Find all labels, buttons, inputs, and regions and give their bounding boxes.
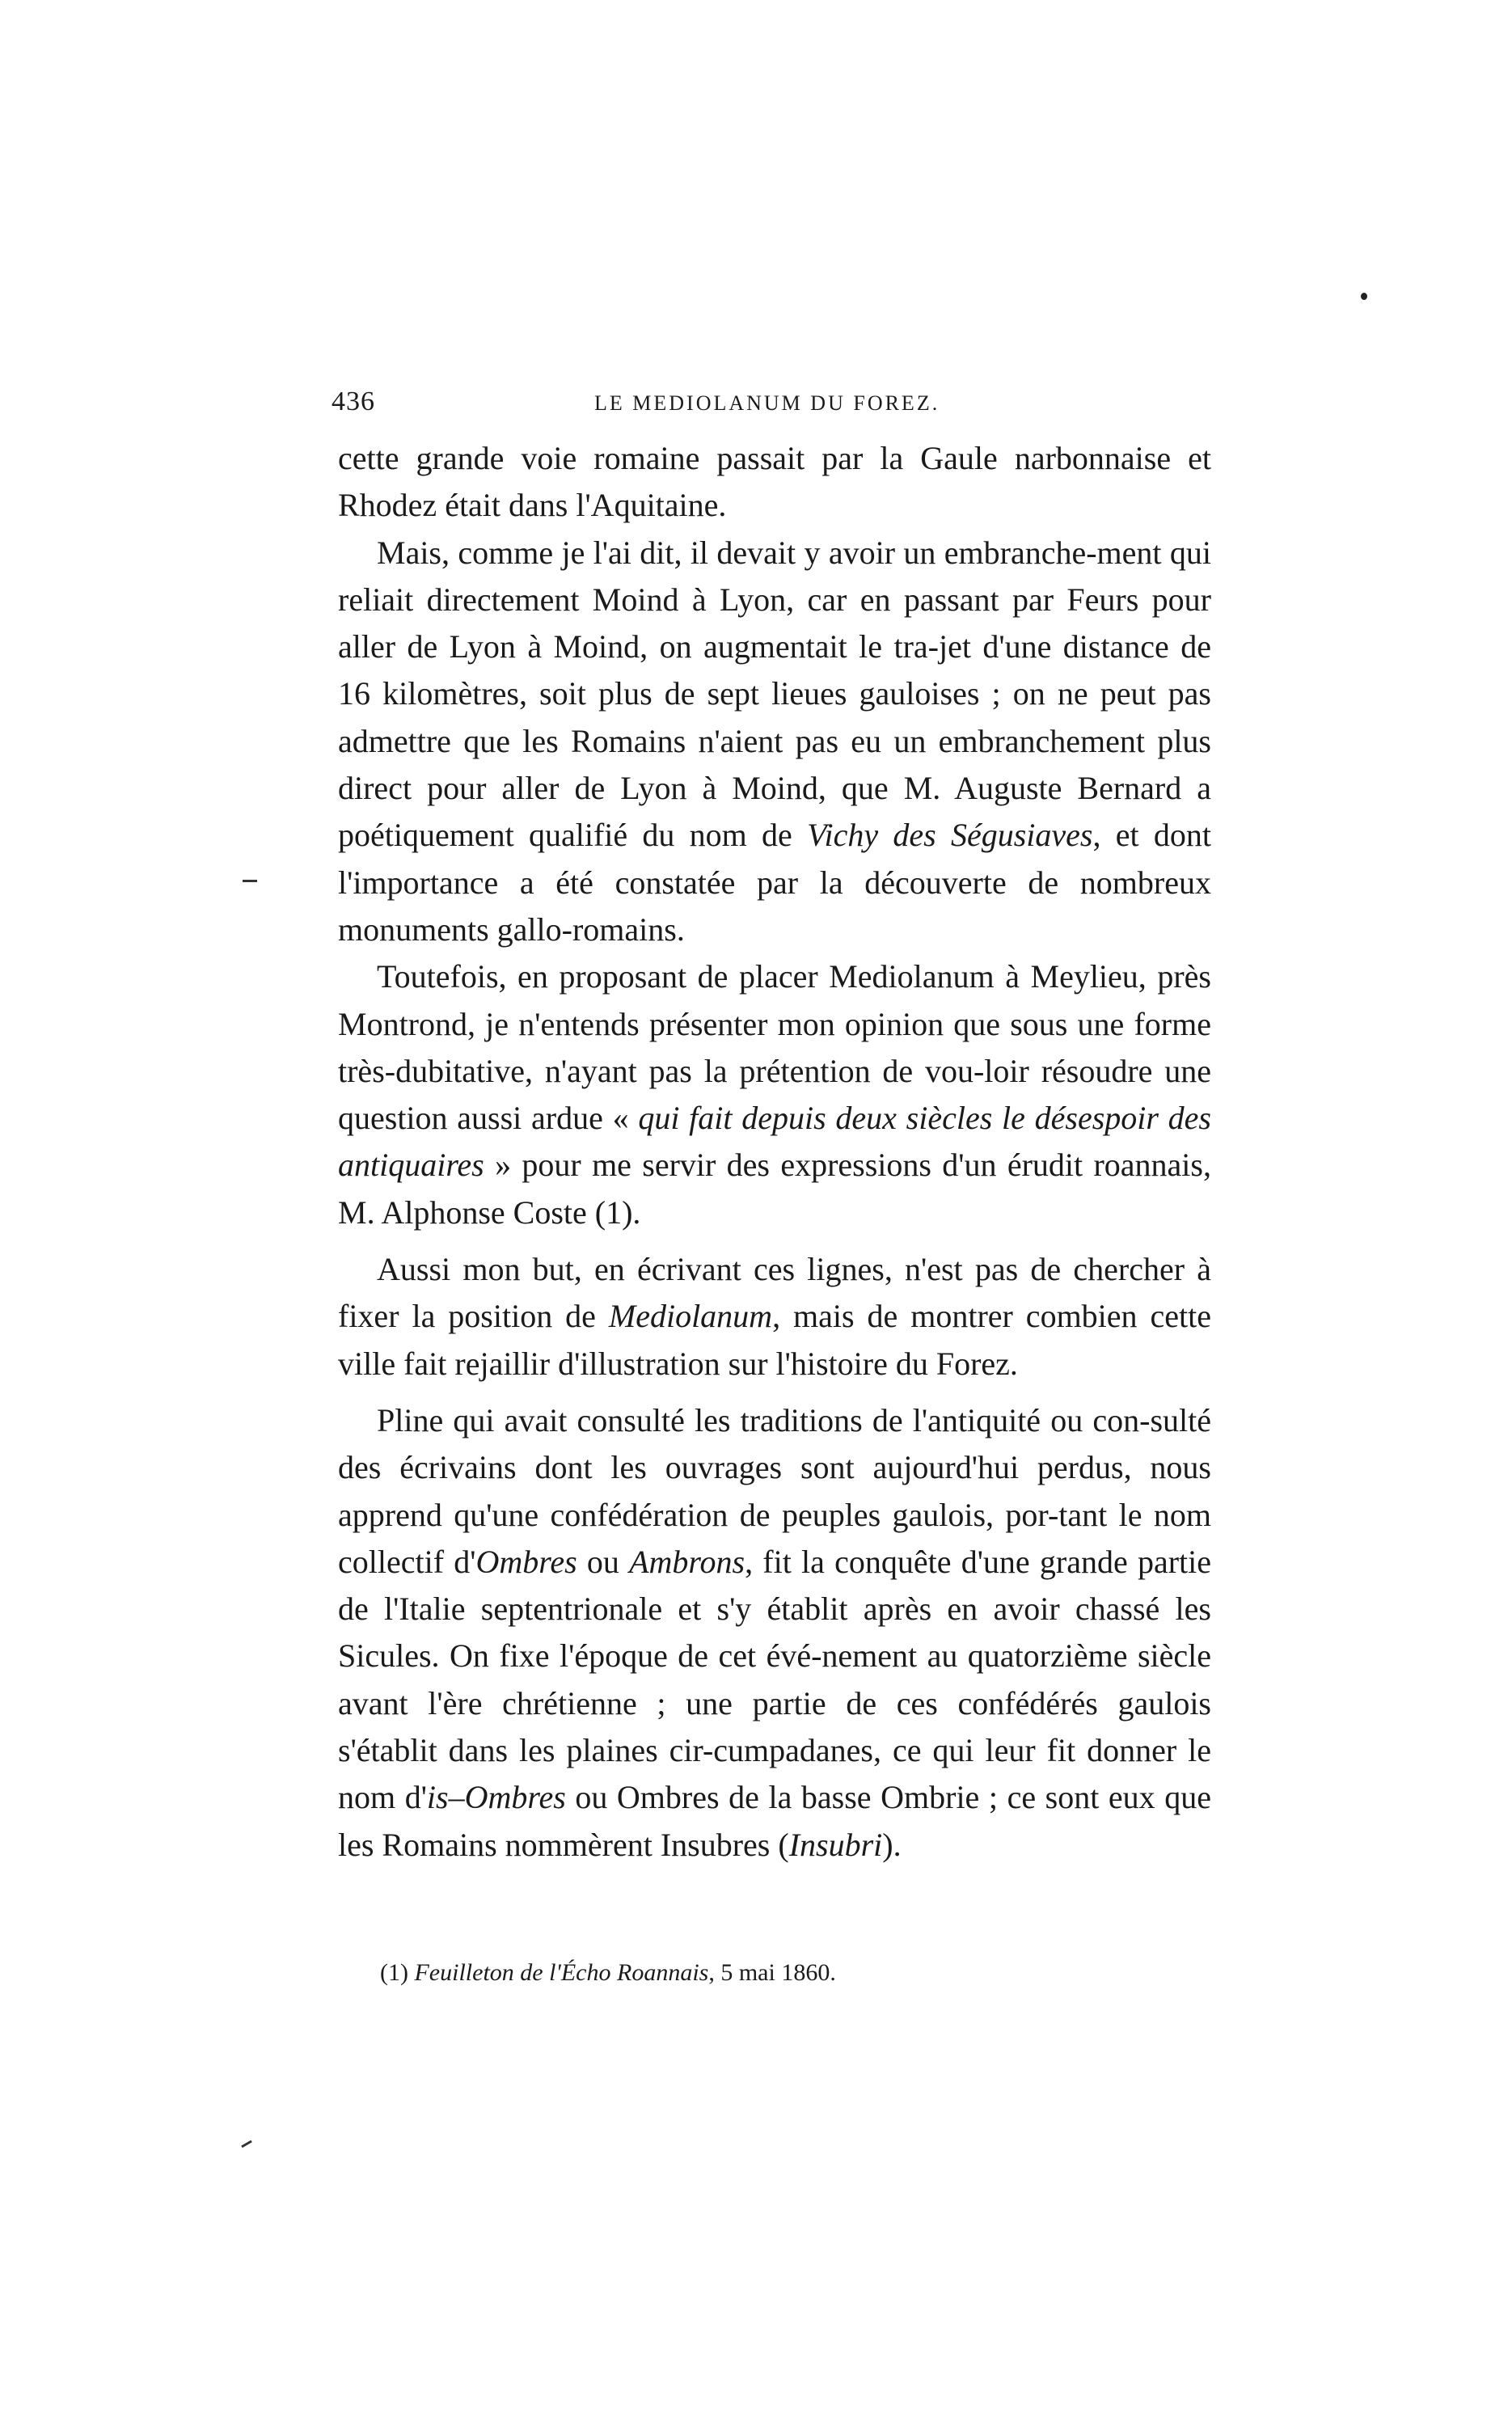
scan-speck — [1361, 293, 1367, 300]
page-header — [332, 387, 1221, 427]
italic-insubri: Insubri — [788, 1826, 883, 1863]
footnote-date: , 5 mai 1860. — [708, 1959, 836, 1986]
paragraph-2: Mais, comme je l'ai dit, il devait y avoir un embranche-ment qui reliait directement Moind à Lyon, car en passant par Feurs pour aller de Lyon à Moind, on augmentait le tra-jet d'une distance de 16 kilomètres, soit plus de sept lieues gauloises ; on ne peut pas admettre que les Romains n'aient pas eu un embranchement plus direct pour aller de Lyon à Moind, que M. Auguste Bernard a poétiquement qualifié du nom de Vichy des Ségusiaves, et dont l'importance a été constatée par la découverte de nombreux monuments gallo-romains. — [338, 534, 1212, 948]
paragraph-4: Aussi mon but, en écrivant ces lignes, n'est pas de chercher à fixer la position de Mediolanum, mais de montrer combien cette ville fait rejaillir d'illustration sur l'histoire du Forez. — [338, 1251, 1211, 1382]
paragraph-1: cette grande voie romaine passait par la Gaule narbonnaise et Rhodez était dans l'Aquitaine. — [338, 440, 1211, 524]
italic-ambrons: Ambrons — [629, 1543, 745, 1580]
footnote-source: Feuilleton de l'Écho Roannais — [414, 1959, 709, 1986]
paragraph-5: Pline qui avait consulté les traditions de l'antiquité ou con-sulté des écrivains dont les ouvrages sont aujourd'hui perdus, nous apprend qu'une confédération de peuples gaulois, por-tant le nom collectif d'Ombres ou Ambrons, fit la conquête d'une grande partie de l'Italie septentrionale et s'y établit après en avoir chassé les Sicules. On fixe l'époque de cet évé-nement au quatorzième siècle avant l'ère chrétienne ; une partie de ces confédérés gaulois s'établit dans les plaines cir-cumpadanes, ce qui leur fit donner le nom d'is–Ombres ou Ombres de la basse Ombrie ; ce sont eux que les Romains nommèrent Insubres (Insubri). — [338, 1401, 1211, 1863]
italic-ombres: Ombres — [475, 1543, 577, 1580]
paragraph-3: Toutefois, en proposant de placer Mediolanum à Meylieu, près Montrond, je n'entends présenter mon opinion que sous une forme très-dubitative, n'ayant pas la prétention de vou-loir résoudre une question aussi ardue « qui fait depuis deux siècles le désespoir des antiquaires » pour me servir des expressions d'un érudit roannais, M. Alphonse Coste (1). — [338, 958, 1212, 1231]
page-number: 436 — [332, 387, 375, 416]
italic-mediolanum: Mediolanum — [608, 1298, 773, 1335]
italic-vichy: Vichy des Ségusiaves — [807, 817, 1093, 854]
footnote — [380, 1957, 1213, 1989]
scan-stroke — [241, 2140, 252, 2148]
italic-is-ombres: is–Ombres — [426, 1779, 566, 1816]
footnote-marker: (1) — [380, 1959, 415, 1986]
running-title: LE MEDIOLANUM DU FOREZ. — [594, 391, 940, 415]
body-text — [338, 435, 1211, 1869]
italic-quote: qui fait depuis deux siècles le désespoir des antiquaires — [338, 1100, 1212, 1184]
scan-dash — [243, 880, 257, 882]
